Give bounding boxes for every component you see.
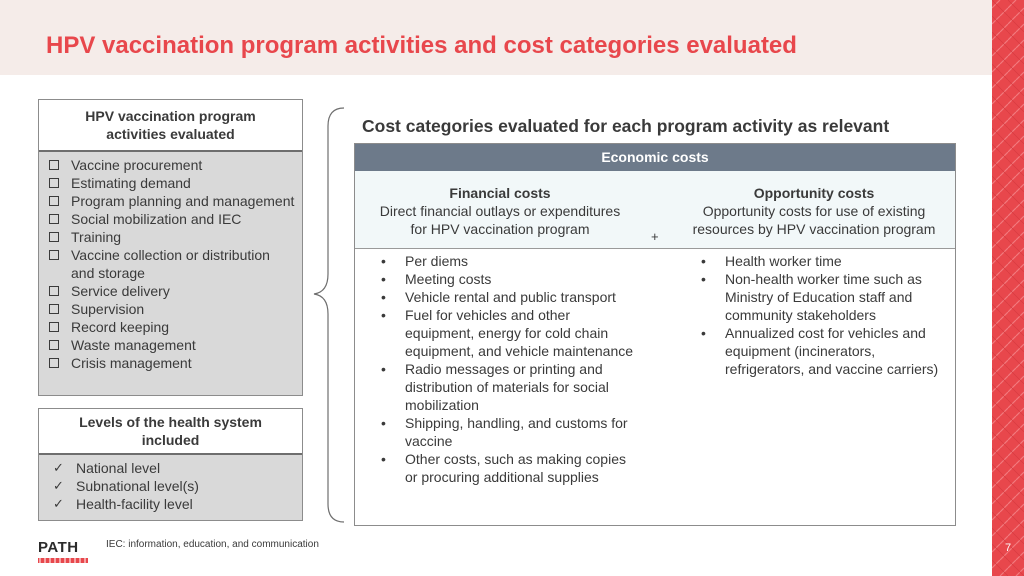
list-item: • Meeting costs (379, 270, 641, 288)
levels-header (39, 409, 302, 455)
footnote: IEC: information, education, and communication (106, 539, 319, 550)
opportunity-costs-desc-line2: resources by HPV vaccination program (692, 221, 936, 237)
checkbox-icon (49, 340, 59, 350)
list-item: • Shipping, handling, and customs for vaccine (379, 414, 641, 450)
checkbox-icon (49, 358, 59, 368)
checkbox-icon (49, 286, 59, 296)
list-item: • Other costs, such as making copies or procuring additional supplies (379, 450, 641, 486)
list-item: Program planning and management (47, 192, 296, 210)
opportunity-costs-title: Opportunity costs (753, 185, 875, 201)
list-item: Waste management (47, 336, 296, 354)
stripe-pattern (992, 0, 1024, 576)
economic-costs-header: Economic costs (355, 144, 955, 171)
checkbox-icon (49, 322, 59, 332)
activities-header-line2: activities evaluated (106, 126, 235, 142)
list-item: Training (47, 228, 296, 246)
activities-list (39, 152, 302, 372)
cost-table (354, 143, 956, 526)
list-item: Service delivery (47, 282, 296, 300)
list-item: • Non-health worker time such as Ministry of Education staff and community stakeholders (699, 270, 943, 324)
list-item: ✓ Health-facility level (53, 496, 193, 512)
list-item: ✓ National level (53, 460, 161, 476)
decorative-stripe (992, 0, 1024, 576)
list-item: Vaccine collection or distribution and storage (47, 246, 296, 282)
page-number: 7 (1004, 542, 1012, 554)
checkbox-icon (49, 304, 59, 314)
checkbox-icon (49, 250, 59, 260)
slide-title: HPV vaccination program activities and cost categories evaluated (46, 32, 797, 59)
list-item: Record keeping (47, 318, 296, 336)
list-item: Vaccine procurement (47, 156, 296, 174)
list-item: Crisis management (47, 354, 296, 372)
financial-costs-heading (365, 184, 635, 238)
list-item: Supervision (47, 300, 296, 318)
levels-header-line1: Levels of the health system (79, 414, 262, 430)
cost-items-row (355, 249, 955, 525)
levels-header-line2: included (141, 432, 200, 448)
plus-sign: + (651, 229, 659, 244)
opportunity-costs-heading (683, 184, 945, 238)
opportunity-costs-desc-line1: Opportunity costs for use of existing (702, 203, 926, 219)
levels-list (39, 455, 302, 513)
cost-categories-heading: Cost categories evaluated for each program activity as relevant (362, 116, 890, 136)
checkbox-icon (49, 196, 59, 206)
list-item: • Annualized cost for vehicles and equipment (incinerators, refrigerators, and vaccine carriers) (699, 324, 943, 378)
list-item: Social mobilization and IEC (47, 210, 296, 228)
levels-box (38, 408, 303, 521)
curly-brace (312, 106, 348, 526)
financial-costs-title: Financial costs (449, 185, 551, 201)
financial-costs-list (379, 252, 641, 486)
list-item: Estimating demand (47, 174, 296, 192)
list-item: ✓ Subnational level(s) (53, 478, 199, 494)
list-item: • Radio messages or printing and distribution of materials for social mobilization (379, 360, 641, 414)
checkmark-icon: ✓ (53, 478, 64, 493)
logo-pattern-icon (38, 558, 88, 563)
opportunity-costs-list (699, 252, 943, 378)
list-item: • Health worker time (699, 252, 943, 270)
checkmark-icon: ✓ (53, 496, 64, 511)
checkbox-icon (49, 178, 59, 188)
activities-header-line1: HPV vaccination program (85, 108, 256, 124)
cost-type-row (355, 171, 955, 249)
list-item: • Vehicle rental and public transport (379, 288, 641, 306)
checkmark-icon: ✓ (53, 460, 64, 475)
path-logo (38, 540, 88, 563)
list-item: • Per diems (379, 252, 641, 270)
checkbox-icon (49, 232, 59, 242)
activities-header (39, 100, 302, 152)
financial-costs-desc-line1: Direct financial outlays or expenditures (379, 203, 621, 219)
activities-box (38, 99, 303, 396)
financial-costs-desc-line2: for HPV vaccination program (410, 221, 590, 237)
list-item: • Fuel for vehicles and other equipment, energy for cold chain equipment, and vehicle maintenance (379, 306, 641, 360)
logo-text: PATH (38, 539, 79, 556)
checkbox-icon (49, 214, 59, 224)
checkbox-icon (49, 160, 59, 170)
